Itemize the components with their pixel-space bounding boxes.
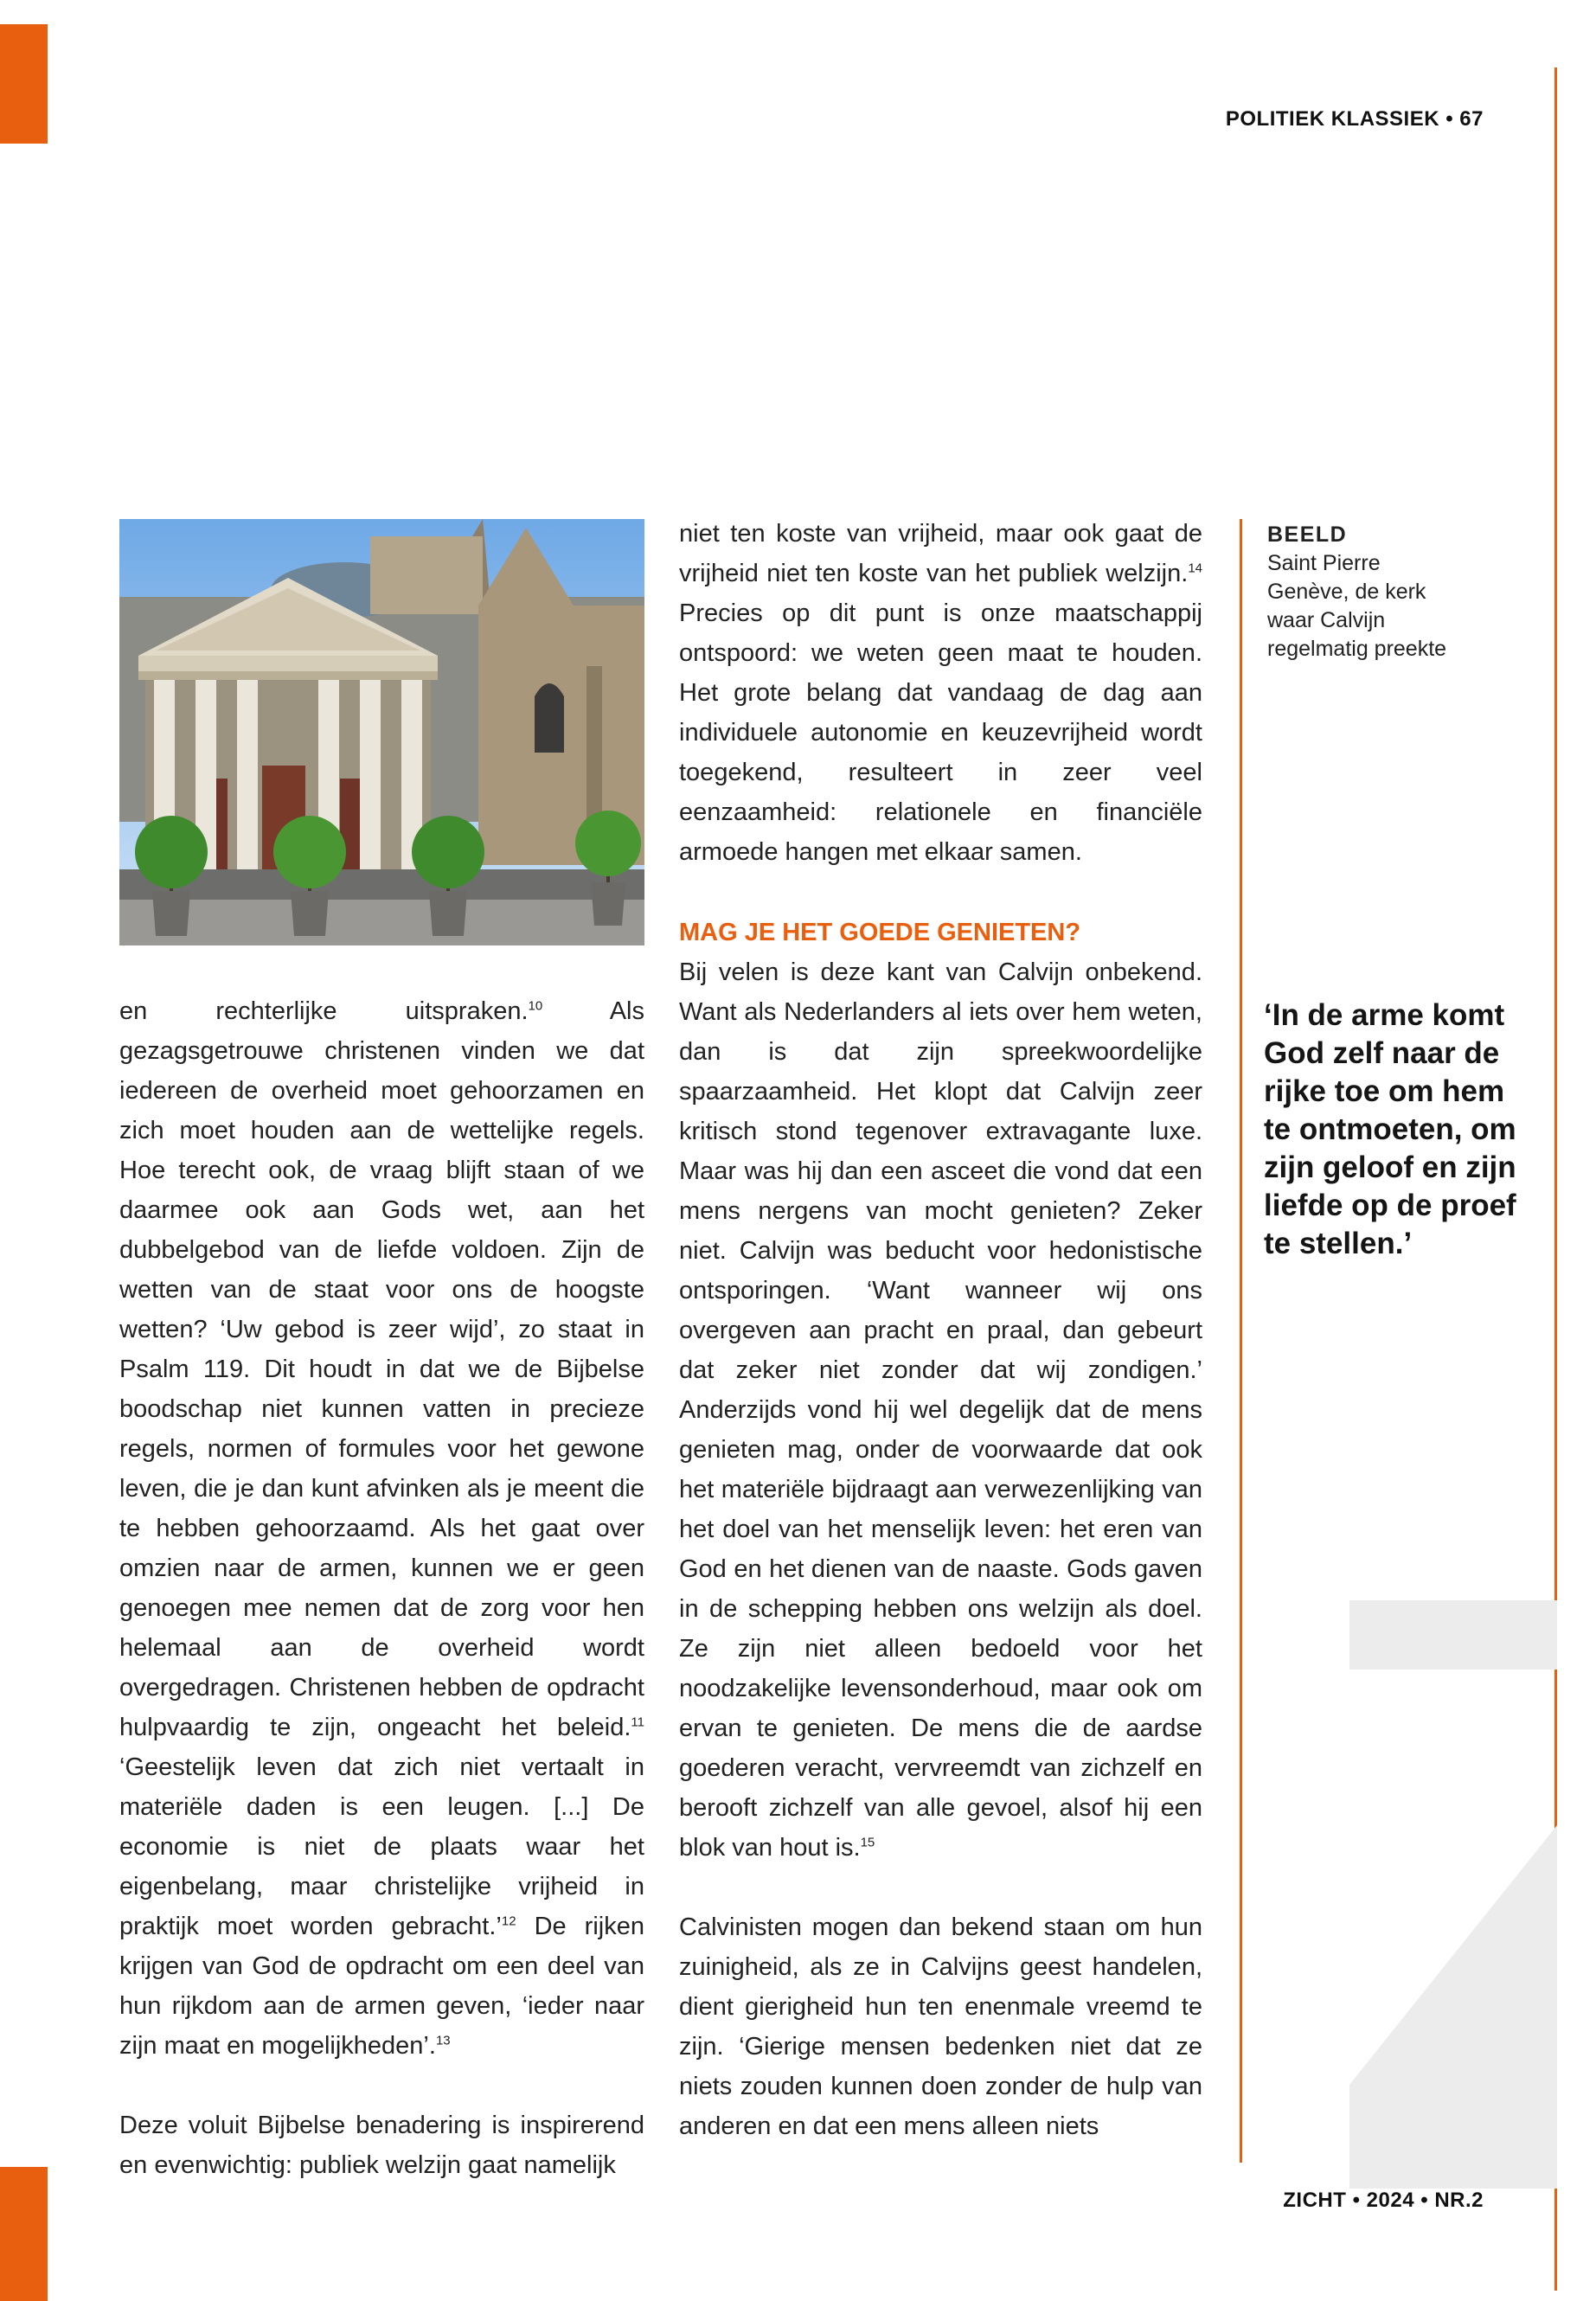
paragraph: Deze voluit Bijbelse benadering is inspirerend en evenwichtig: publiek welzijn gaat namelijk	[119, 2112, 644, 2179]
running-footer	[1283, 2189, 1484, 2213]
paragraph: en rechterlijke uitspraken.$^{10}$ Als gezagsgetrouwe christenen vinden we dat iedereen de overheid moet gehoorzamen en zich moet houden aan de wettelijke regels. Hoe terecht ook, de vraag blijft staan of we daarmee ook aan Gods wet, aan het dubbelgebod van de liefde voldoen. Zijn de wetten van de staat voor ons de hoogste wetten? ‘Uw gebod is zeer wijd’, zo staat in Psalm 119. Dit houdt in dat we de Bijbelse boodschap niet kunnen vatten in precieze regels, normen of formules voor het gewone leven, die je dan kunt afvinken als je meent die te hebben gehoorzaamd. Als het gaat over omzien naar de armen, kunnen we er geen genoegen mee nemen dat de zorg voor hen helemaal aan de overheid wordt overgedragen. Christenen hebben de opdracht hulpvaardig te zijn, ongeacht het beleid.$^{11}$ ‘Geestelijk leven dat zich niet vertaalt in materiële daden is een leugen. [...] De economie is niet de plaats waar het eigenbelang, maar christelijke vrijheid in praktijk moet worden gebracht.’$^{12}$ De rijken krijgen van God de opdracht om een deel van hun rijkdom aan de armen geven, ‘ieder naar zijn maat en mogelijkheden’.$^{13}$	[119, 997, 644, 2060]
paragraph: Bij velen is deze kant van Calvijn onbekend. Want als Nederlanders al iets over hem weten, dan is dat zijn spreekwoordelijke spaarzaamheid. Het klopt dat Calvijn zeer kritisch stond tegenover extravagante luxe. Maar was hij dan een asceet die vond dat een mens nergens van mocht genieten? Zeker niet. Calvijn was beducht voor hedonistische ontsporingen. ‘Want wanneer wij ons overgeven aan pracht en praal, dan gebeurt dat zeker niet zonder dat wij zondigen.’ Anderzijds vond hij wel degelijk dat de mens genieten mag, onder de voorwaarde dat ook het materiële bijdraagt aan verwezenlijking van het doel van het menselijk leven: het eren van God en het dienen van de naaste. Gods gaven in de schepping hebben ons welzijn als doel. Ze zijn niet alleen bedoeld voor het noodzakelijke levensonderhoud, maar ook om ervan te genieten. De mens die de aardse goederen veracht, vervreemdt van zichzelf en berooft zichzelf van alle gevoel, alsof hij een blok van hout is.$^{15}$	[679, 958, 1202, 1862]
middle-column-top	[679, 514, 1202, 872]
orange-margin-tab-bottom	[0, 2167, 48, 2301]
section-subheading: MAG JE HET GOEDE GENIETEN?	[679, 919, 1081, 946]
issue-year: 2024	[1366, 2189, 1415, 2212]
saint-pierre-illustration	[119, 519, 644, 945]
image-caption	[1267, 521, 1466, 663]
column-divider-rule	[1240, 519, 1242, 2163]
footnote-ref: 10	[528, 998, 543, 1014]
running-header	[1226, 107, 1484, 131]
pull-quote: ‘In de arme komt God zelf naar de rijke toe om hem te ontmoeten, om zijn geloof en zijn liefde op de proef te stellen.’	[1264, 998, 1516, 1260]
paragraph: Calvinisten mogen dan bekend staan om hun zuinigheid, als ze in Calvijns geest handelen, dient gierigheid hun ten enenmale vreemd te zijn. ‘Gierige mensen bedenken niet dat ze niets zouden kunnen doen zonder de hulp van anderen en dat een mens alleen niets	[679, 1913, 1202, 2140]
section-title: POLITIEK KLASSIEK	[1225, 107, 1440, 131]
middle-column	[679, 913, 1202, 2146]
page-number: 67	[1459, 107, 1484, 131]
church-photo	[119, 519, 644, 945]
footer-separator: •	[1420, 2189, 1435, 2212]
left-column	[119, 991, 644, 2185]
caption-label: BEELD	[1267, 522, 1348, 547]
footer-separator: •	[1352, 2189, 1367, 2212]
footnote-ref: 11	[631, 1715, 644, 1730]
magazine-name: ZICHT	[1283, 2189, 1347, 2212]
paragraph: niet ten koste van vrijheid, maar ook gaat de vrijheid niet ten koste van het publiek welzijn.$^{14}$ Precies op dit punt is onze maatschappij ontspoord: we weten geen maat te houden. Het grote belang dat vandaag de dag aan individuele autonomie en keuzevrijheid wordt toegekend, resulteert in zeer veel eenzaamheid: relationele en financiële armoede hangen met elkaar samen.	[679, 520, 1202, 866]
issue-number: NR.2	[1434, 2189, 1484, 2212]
caption-text: Saint Pierre Genève, de kerk waar Calvijn regelmatig preekte	[1267, 551, 1447, 661]
footnote-ref: 12	[501, 1913, 516, 1929]
orange-margin-tab-top	[0, 24, 48, 144]
watermark-logo	[1332, 1600, 1557, 2189]
footnote-ref: 13	[435, 2033, 451, 2048]
footnote-ref: 14	[1188, 561, 1202, 576]
footnote-ref: 15	[860, 1835, 875, 1850]
header-separator: •	[1445, 107, 1460, 131]
